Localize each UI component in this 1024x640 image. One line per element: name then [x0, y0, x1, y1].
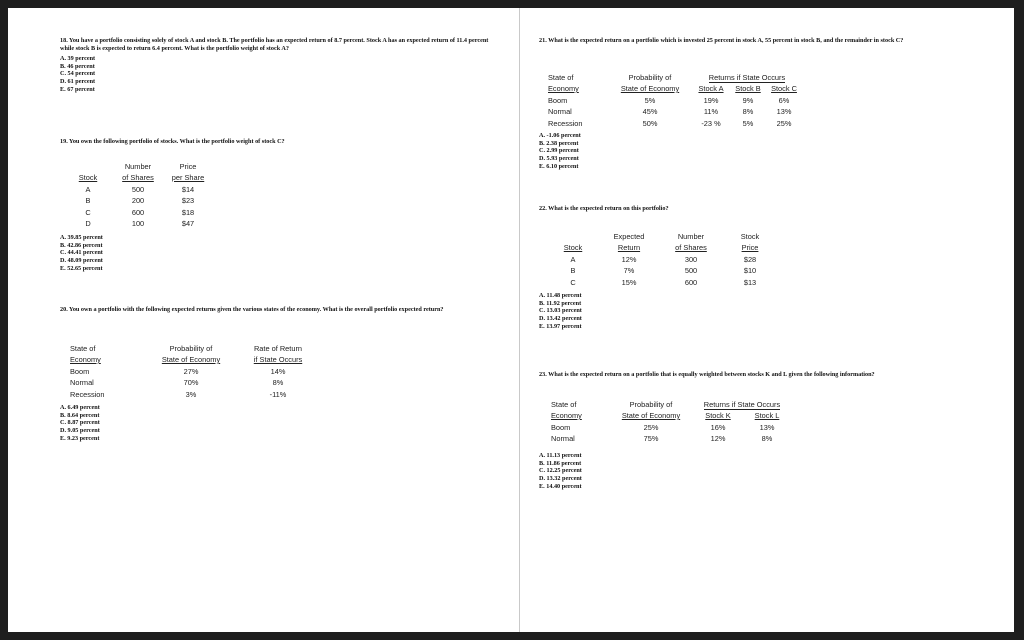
option[interactable]: C. 8.87 percent	[60, 419, 100, 427]
table-cell: 500	[131, 184, 145, 194]
table-cell: $10	[743, 266, 757, 275]
table-cell: 75%	[643, 434, 659, 443]
option[interactable]: A. 11.48 percent	[539, 292, 582, 299]
table-row	[66, 182, 210, 194]
header-cell: Stock A	[698, 84, 724, 93]
header-cell: Stock C	[771, 84, 797, 93]
page-divider	[519, 8, 520, 632]
table-cell: Normal	[70, 378, 94, 387]
table-cell: C	[85, 207, 91, 217]
header-cell: if State Occurs	[253, 355, 303, 364]
table-cell: 14%	[270, 366, 286, 376]
question-19-text: 19. You own the following portfolio of stocks. What is the portfolio weight of stock C?	[60, 138, 285, 145]
option[interactable]: C. 44.41 percent	[60, 249, 103, 257]
option[interactable]: D. 48.09 percent	[60, 257, 103, 265]
option[interactable]: B. 46 percent	[60, 62, 95, 70]
table-cell: D	[85, 219, 91, 228]
option[interactable]: A. 39 percent	[60, 55, 96, 62]
table-cell: 8%	[742, 107, 754, 116]
table-cell: 11%	[703, 107, 719, 116]
option[interactable]: B. 11.86 percent	[539, 459, 582, 467]
header-cell: Economy	[548, 84, 579, 93]
table-cell: 15%	[621, 277, 637, 287]
header-cell: Economy	[551, 411, 582, 420]
header-cell: Stock	[563, 243, 583, 252]
header-cell: Probability of	[628, 72, 672, 82]
table-cell: Recession	[70, 389, 105, 399]
table-cell: Recession	[548, 118, 583, 128]
option[interactable]: D. 13.32 percent	[539, 475, 582, 483]
table-row	[66, 217, 210, 229]
header-cell: Rate of Return	[253, 343, 303, 353]
option[interactable]: E. 14.40 percent	[539, 482, 582, 490]
option[interactable]: A. -1.06 percent	[539, 132, 581, 139]
option[interactable]: C. 12.25 percent	[539, 467, 582, 475]
header-cell: Price	[179, 161, 197, 171]
document-page	[8, 8, 1014, 632]
table-cell: $47	[181, 219, 195, 228]
table-row	[548, 105, 802, 117]
option[interactable]: A. 39.85 percent	[60, 234, 103, 241]
header-cell: Probability of	[169, 343, 213, 353]
table-cell: 6%	[778, 95, 790, 105]
table-cell: B	[85, 196, 91, 205]
header-cell: Probability of	[629, 399, 673, 409]
question-19-options	[60, 234, 103, 273]
table-row	[70, 387, 322, 399]
table-cell: 8%	[272, 378, 284, 387]
table-cell: $18	[181, 207, 195, 217]
table-cell: 13%	[776, 107, 792, 116]
question-21-options	[539, 132, 581, 171]
option[interactable]: C. 2.99 percent	[539, 147, 579, 155]
table-cell: Boom	[551, 422, 571, 432]
table-cell: 7%	[623, 266, 635, 275]
option[interactable]: E. 9.23 percent	[60, 434, 100, 442]
table-row	[66, 205, 210, 217]
table-cell: -23 %	[701, 118, 721, 128]
economy-returns-table	[70, 341, 322, 399]
option[interactable]: C. 13.03 percent	[539, 307, 582, 315]
question-20-options	[60, 404, 100, 443]
table-cell: Boom	[548, 95, 568, 105]
question-18-options	[60, 55, 490, 94]
option[interactable]: B. 8.64 percent	[60, 411, 100, 419]
table-cell: $14	[181, 184, 195, 194]
header-cell: Number	[677, 231, 705, 241]
question-23-text: 23. What is the expected return on a portfolio that is equally weighted between stocks K and L given the following information?	[539, 371, 875, 378]
table-row	[70, 376, 322, 388]
table-row	[548, 252, 778, 264]
question-22-options	[539, 292, 582, 331]
header-cell: State of	[70, 343, 96, 353]
table-cell: 600	[131, 207, 145, 217]
table-cell: 16%	[710, 422, 726, 432]
table-cell: 600	[684, 277, 698, 287]
table-row	[551, 420, 791, 432]
table-cell: 5%	[644, 95, 656, 105]
header-cell: Expected	[613, 231, 645, 241]
table-cell: B	[570, 266, 576, 275]
table-row	[70, 364, 322, 376]
table-cell: 25%	[643, 422, 659, 432]
header-cell: Stock	[78, 173, 98, 182]
option[interactable]: B. 11.92 percent	[539, 299, 582, 307]
header-cell: Stock L	[754, 411, 780, 420]
table-row	[548, 93, 802, 105]
table-cell: 19%	[703, 95, 719, 105]
option[interactable]: B. 42.86 percent	[60, 241, 103, 249]
table-cell: $13	[743, 277, 757, 287]
option[interactable]: E. 6.10 percent	[539, 162, 579, 170]
header-cell: Returns if State Occurs	[703, 399, 781, 409]
question-22	[539, 205, 959, 213]
question-22-text: 22. What is the expected return on this portfolio?	[539, 205, 669, 212]
question-18	[60, 37, 490, 94]
option[interactable]: E. 67 percent	[60, 85, 95, 93]
header-cell: of Shares	[122, 173, 154, 182]
option[interactable]: C. 54 percent	[60, 70, 96, 78]
table-cell: A	[570, 254, 576, 264]
header-cell: State of	[548, 72, 574, 82]
table-row	[66, 194, 210, 206]
table-cell: 45%	[642, 107, 658, 116]
question-23	[539, 371, 979, 379]
question-21	[539, 37, 959, 45]
question-19	[60, 138, 490, 146]
header-cell: State of	[551, 399, 577, 409]
stock-portfolio-table	[66, 159, 210, 228]
question-20-text: 20. You own a portfolio with the following expected returns given the various states of the economy. What is the overall portfolio expected return?	[60, 306, 444, 313]
table-cell: 5%	[742, 118, 754, 128]
table-cell: 9%	[742, 95, 754, 105]
option[interactable]: B. 2.38 percent	[539, 139, 579, 147]
option[interactable]: D. 13.42 percent	[539, 315, 582, 323]
header-cell: Returns if State Occurs	[708, 72, 786, 82]
table-cell: 200	[131, 196, 145, 205]
table-cell: 300	[684, 254, 698, 264]
table-cell: -11%	[269, 389, 287, 399]
table-cell: C	[570, 277, 576, 287]
table-cell: 8%	[761, 434, 773, 443]
header-cell: State of Economy	[620, 84, 680, 93]
equal-weight-returns-table	[551, 397, 791, 443]
header-cell: of Shares	[675, 243, 707, 252]
table-cell: 25%	[776, 118, 792, 128]
option[interactable]: A. 6.49 percent	[60, 404, 100, 411]
option[interactable]: D. 5.93 percent	[539, 155, 579, 163]
stock-returns-table	[548, 70, 802, 128]
table-row	[548, 264, 778, 276]
question-20	[60, 306, 490, 314]
table-cell: 50%	[642, 118, 658, 128]
table-cell: Normal	[551, 434, 575, 443]
header-cell: Stock B	[735, 84, 761, 93]
option[interactable]: E. 13.97 percent	[539, 322, 582, 330]
header-cell: State of Economy	[621, 411, 681, 420]
question-18-text: 18. You have a portfolio consisting solely of stock A and stock B. The portfolio has an expected return of 8.7 percent. Stock A has an expected return of 11.4 percent while stock B is expected to return 6.4 percent. What is the portfolio weight of stock A?	[60, 37, 489, 52]
table-cell: 3%	[185, 389, 197, 399]
table-cell: 70%	[183, 378, 199, 387]
header-cell: Stock K	[705, 411, 731, 420]
header-cell: Price	[741, 243, 759, 252]
header-cell: Stock	[740, 231, 760, 241]
header-cell: Economy	[70, 355, 101, 364]
header-cell	[548, 229, 598, 241]
table-row	[551, 432, 791, 444]
question-21-text: 21. What is the expected return on a portfolio which is invested 25 percent in stock A, 55 percent in stock B, and the remainder in stock C?	[539, 37, 904, 44]
option[interactable]: D. 61 percent	[60, 78, 96, 86]
header-cell: Return	[617, 243, 641, 252]
header-cell: Number	[124, 161, 152, 171]
table-cell: 27%	[183, 366, 199, 376]
table-cell: 12%	[621, 254, 637, 264]
option[interactable]: E. 52.65 percent	[60, 264, 103, 272]
table-cell: 100	[131, 219, 145, 228]
option[interactable]: A. 11.13 percent	[539, 452, 582, 459]
option[interactable]: D. 9.05 percent	[60, 427, 100, 435]
table-cell: $23	[181, 196, 195, 205]
table-cell: 500	[684, 266, 698, 275]
table-row	[548, 275, 778, 287]
table-cell: A	[85, 184, 91, 194]
table-cell: 13%	[759, 422, 775, 432]
header-cell	[66, 159, 110, 171]
portfolio-returns-table	[548, 229, 778, 287]
table-cell: 12%	[710, 434, 726, 443]
table-cell: Boom	[70, 366, 90, 376]
header-cell: State of Economy	[161, 355, 221, 364]
table-cell: $28	[743, 254, 757, 264]
table-cell: Normal	[548, 107, 572, 116]
table-row	[548, 116, 802, 128]
header-cell: per Share	[171, 173, 205, 182]
question-23-options	[539, 452, 582, 491]
